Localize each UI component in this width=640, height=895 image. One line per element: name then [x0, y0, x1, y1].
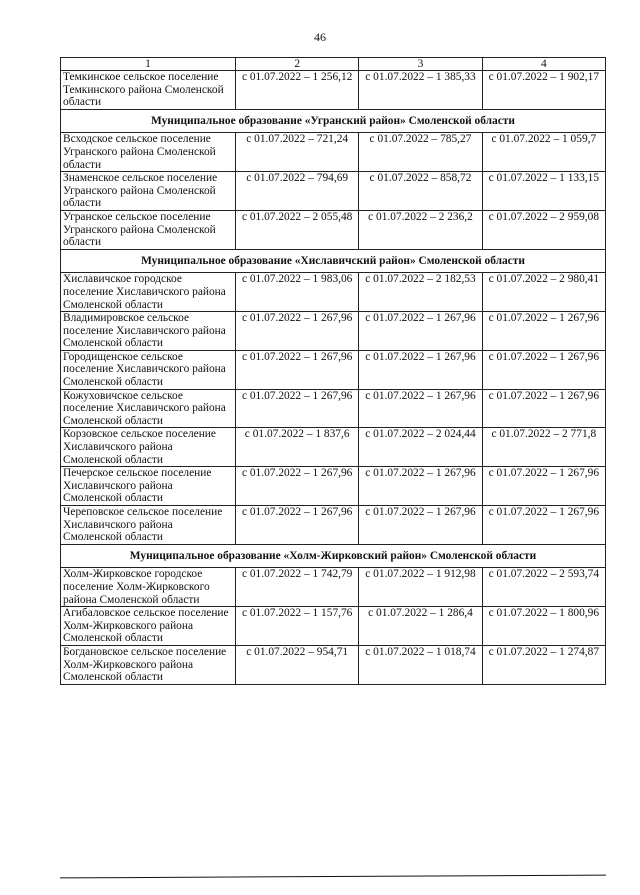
table-row — [61, 568, 606, 607]
page-number: 46 — [314, 30, 326, 44]
tariff-col2-cell: с 01.07.2022 – 954,71 — [236, 645, 359, 684]
column-number-row — [61, 58, 606, 71]
column-number-4: 4 — [482, 58, 605, 71]
settlement-name-cell: Всходское сельское поселение Угранского района Смоленской области — [61, 133, 236, 172]
settlement-name-cell: Агибаловское сельское поселение Холм-Жирковского района Смоленской области — [61, 607, 236, 646]
section-header-row — [61, 249, 606, 273]
tariff-col2-cell: с 01.07.2022 – 794,69 — [236, 172, 359, 211]
table-row — [61, 133, 606, 172]
tariff-table-body — [61, 58, 606, 685]
table-row — [61, 428, 606, 467]
tariff-col4-cell: с 01.07.2022 – 1 267,96 — [482, 389, 605, 428]
tariff-col4-cell: с 01.07.2022 – 1 902,17 — [482, 71, 605, 110]
settlement-name-cell: Темкинское сельское поселение Темкинского района Смоленской области — [61, 71, 236, 110]
settlement-name-cell: Городищенское сельское поселение Хиславичского района Смоленской области — [61, 350, 236, 389]
section-title: Муниципальное образование «Угранский район» Смоленской области — [61, 109, 606, 133]
settlement-name-cell: Кожуховичское сельское поселение Хиславичского района Смоленской области — [61, 389, 236, 428]
settlement-name-cell: Богдановское сельское поселение Холм-Жирковского района Смоленской области — [61, 645, 236, 684]
tariff-col3-cell: с 01.07.2022 – 1 267,96 — [359, 312, 482, 351]
section-title: Муниципальное образование «Хиславичский район» Смоленской области — [61, 249, 606, 273]
tariff-col3-cell: с 01.07.2022 – 2 236,2 — [359, 210, 482, 249]
table-row — [61, 273, 606, 312]
column-number-3: 3 — [359, 58, 482, 71]
tariff-col3-cell: с 01.07.2022 – 2 182,53 — [359, 273, 482, 312]
tariff-col3-cell: с 01.07.2022 – 1 018,74 — [359, 645, 482, 684]
tariff-col3-cell: с 01.07.2022 – 1 912,98 — [359, 568, 482, 607]
tariff-col2-cell: с 01.07.2022 – 1 267,96 — [236, 312, 359, 351]
tariff-col3-cell: с 01.07.2022 – 2 024,44 — [359, 428, 482, 467]
settlement-name-cell: Холм-Жирковское городское поселение Холм-Жирковского района Смоленской области — [61, 568, 236, 607]
tariff-col2-cell: с 01.07.2022 – 1 267,96 — [236, 506, 359, 545]
table-row — [61, 210, 606, 249]
settlement-name-cell: Печерское сельское поселение Хиславичского района Смоленской области — [61, 467, 236, 506]
tariff-col4-cell: с 01.07.2022 – 1 800,96 — [482, 607, 605, 646]
tariff-col2-cell: с 01.07.2022 – 1 837,6 — [236, 428, 359, 467]
tariff-col3-cell: с 01.07.2022 – 1 267,96 — [359, 389, 482, 428]
tariff-col3-cell: с 01.07.2022 – 1 267,96 — [359, 467, 482, 506]
tariff-col4-cell: с 01.07.2022 – 1 059,7 — [482, 133, 605, 172]
table-row — [61, 506, 606, 545]
settlement-name-cell: Череповское сельское поселение Хиславичского района Смоленской области — [61, 506, 236, 545]
tariff-col2-cell: с 01.07.2022 – 721,24 — [236, 133, 359, 172]
settlement-name-cell: Знаменское сельское поселение Угранского района Смоленской области — [61, 172, 236, 211]
settlement-name-cell: Хиславичское городское поселение Хиславичского района Смоленской области — [61, 273, 236, 312]
tariff-col4-cell: с 01.07.2022 – 1 267,96 — [482, 467, 605, 506]
tariff-col3-cell: с 01.07.2022 – 1 286,4 — [359, 607, 482, 646]
tariff-col2-cell: с 01.07.2022 – 1 267,96 — [236, 350, 359, 389]
tariff-col2-cell: с 01.07.2022 – 2 055,48 — [236, 210, 359, 249]
tariff-col4-cell: с 01.07.2022 – 2 593,74 — [482, 568, 605, 607]
table-row — [61, 71, 606, 110]
tariff-col2-cell: с 01.07.2022 – 1 157,76 — [236, 607, 359, 646]
tariff-table — [60, 57, 606, 685]
settlement-name-cell: Корзовское сельское поселение Хиславичского района Смоленской области — [61, 428, 236, 467]
column-number-2: 2 — [236, 58, 359, 71]
tariff-col3-cell: с 01.07.2022 – 1 267,96 — [359, 350, 482, 389]
tariff-col4-cell: с 01.07.2022 – 1 267,96 — [482, 506, 605, 545]
tariff-col4-cell: с 01.07.2022 – 1 267,96 — [482, 312, 605, 351]
tariff-col4-cell: с 01.07.2022 – 2 771,8 — [482, 428, 605, 467]
column-number-1: 1 — [61, 58, 236, 71]
section-header-row — [61, 109, 606, 133]
table-row — [61, 350, 606, 389]
tariff-col2-cell: с 01.07.2022 – 1 256,12 — [236, 71, 359, 110]
settlement-name-cell: Угранское сельское поселение Угранского района Смоленской области — [61, 210, 236, 249]
tariff-col4-cell: с 01.07.2022 – 1 133,15 — [482, 172, 605, 211]
table-row — [61, 645, 606, 684]
table-row — [61, 467, 606, 506]
tariff-col3-cell: с 01.07.2022 – 785,27 — [359, 133, 482, 172]
tariff-col2-cell: с 01.07.2022 – 1 267,96 — [236, 467, 359, 506]
table-row — [61, 389, 606, 428]
tariff-col4-cell: с 01.07.2022 – 2 980,41 — [482, 273, 605, 312]
tariff-col3-cell: с 01.07.2022 – 1 385,33 — [359, 71, 482, 110]
tariff-col4-cell: с 01.07.2022 – 1 267,96 — [482, 350, 605, 389]
settlement-name-cell: Владимировское сельское поселение Хиславичского района Смоленской области — [61, 312, 236, 351]
table-row — [61, 172, 606, 211]
table-row — [61, 607, 606, 646]
tariff-col2-cell: с 01.07.2022 – 1 267,96 — [236, 389, 359, 428]
tariff-col3-cell: с 01.07.2022 – 858,72 — [359, 172, 482, 211]
tariff-col3-cell: с 01.07.2022 – 1 267,96 — [359, 506, 482, 545]
footer-divider — [60, 875, 606, 879]
tariff-col2-cell: с 01.07.2022 – 1 983,06 — [236, 273, 359, 312]
section-header-row — [61, 544, 606, 568]
tariff-col4-cell: с 01.07.2022 – 2 959,08 — [482, 210, 605, 249]
tariff-col2-cell: с 01.07.2022 – 1 742,79 — [236, 568, 359, 607]
table-row — [61, 312, 606, 351]
tariff-col4-cell: с 01.07.2022 – 1 274,87 — [482, 645, 605, 684]
section-title: Муниципальное образование «Холм-Жирковский район» Смоленской области — [61, 544, 606, 568]
